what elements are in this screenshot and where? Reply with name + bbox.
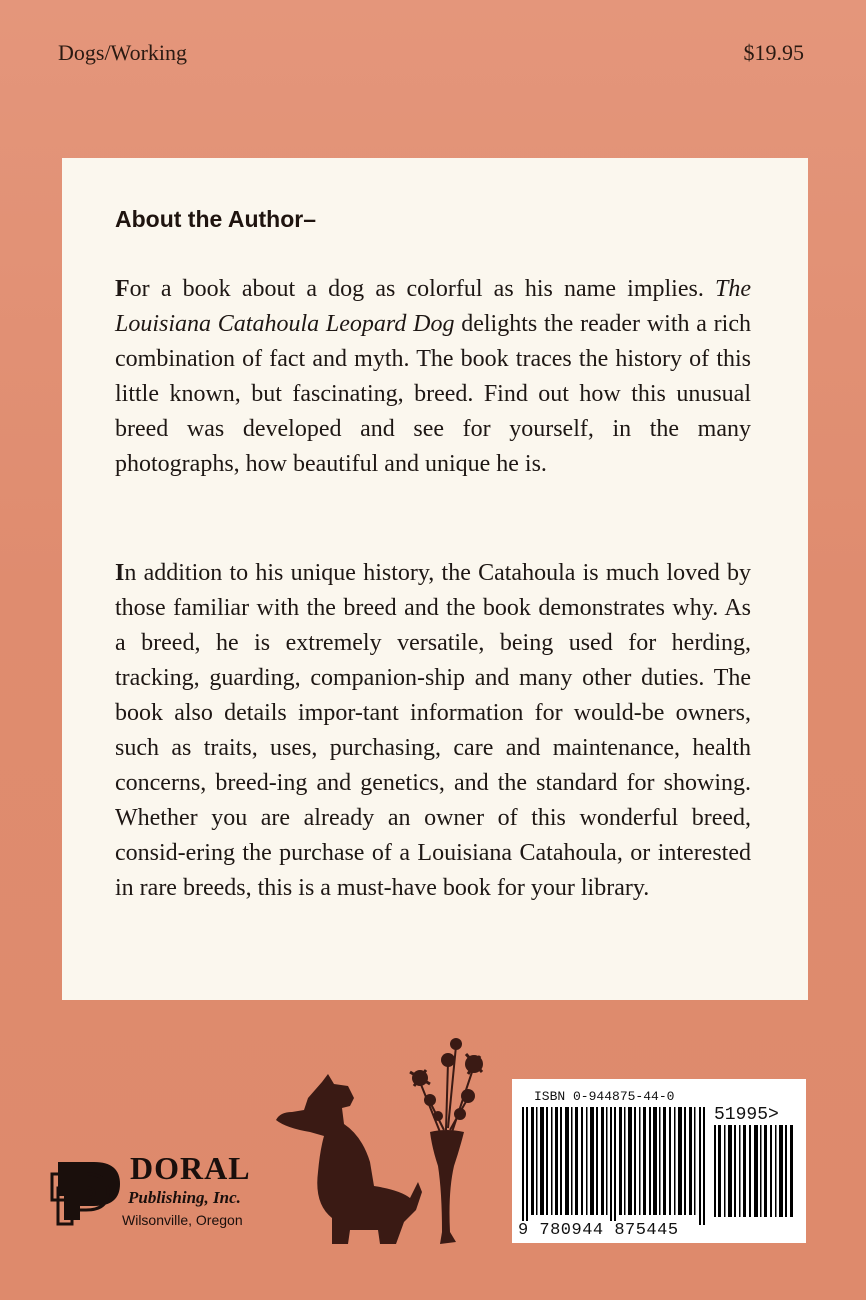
paragraph-text: or a book about a dog as colorful as his name implies. <box>129 276 715 302</box>
publisher-subtitle: Publishing, Inc. <box>128 1188 241 1207</box>
flower-vase-icon <box>410 1038 483 1244</box>
publisher-name: DORAL <box>130 1150 251 1186</box>
dp-monogram-icon <box>50 1150 128 1228</box>
price-label: $19.95 <box>743 40 804 65</box>
barcode-box <box>512 1079 806 1243</box>
publisher-logo <box>50 1150 280 1240</box>
description-paragraph-1 <box>115 272 751 482</box>
price-code-digits: 51995 <box>714 1105 769 1125</box>
publisher-location: Wilsonville, Oregon <box>122 1212 243 1228</box>
ean-digits: 9 780944 875445 <box>518 1221 679 1240</box>
description-paragraph-2 <box>115 556 751 906</box>
drop-letter: I <box>115 560 125 586</box>
ean-barcode <box>522 1107 708 1225</box>
drop-letter: F <box>115 276 130 302</box>
category-label: Dogs/Working <box>58 40 188 65</box>
price-addon-barcode <box>714 1125 798 1217</box>
price-code <box>714 1105 779 1125</box>
paragraph-text: n addition to his unique history, the Catahoula is much loved by those familiar with the breed and the book demonstrates why. As a breed, he is extremely versatile, being used for herding, tracking, guarding, companion-ship and many other duties. The book also details impor-tant information for would-be owners, such as traits, uses, purchasing, care and maintenance, health concerns, breed-ing and genetics, and the standard for showing. Whether you are already an owner of this wonderful breed, consid-ering the purchase of a Louisiana Catahoula, or interested in rare breeds, this is a must-have book for your library. <box>115 560 751 901</box>
price-code-marker: > <box>768 1105 779 1125</box>
scottish-terrier-silhouette-icon <box>276 1074 422 1244</box>
description-panel <box>62 158 808 1000</box>
book-title: The Louisiana Catahoula Leopard Dog <box>115 276 751 337</box>
isbn-text: ISBN 0-944875-44-0 <box>534 1089 675 1104</box>
paragraph-text: delights the reader with a rich combination of fact and myth. The book traces the history of this little known, but fascinating, breed. Find out how this unusual breed was developed and see for yourself, in the many photographs, how beautiful and unique he is. <box>115 311 751 477</box>
dog-and-vase-illustration <box>270 1032 500 1252</box>
panel-heading: About the Author– <box>115 206 317 232</box>
